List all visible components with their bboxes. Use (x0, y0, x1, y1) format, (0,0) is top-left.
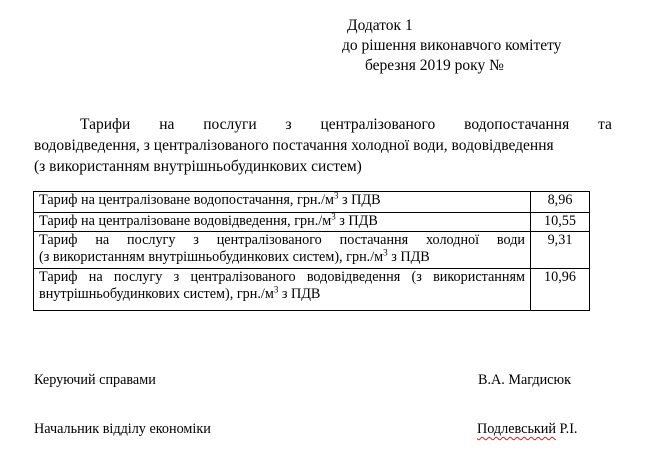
signature-position-1: Керуючий справами (34, 372, 156, 388)
tariff-value: 9,31 (531, 232, 590, 269)
tariff-label: Тариф на централізоване водовідведення, $грн./м^3$ з ПДВ (34, 213, 531, 232)
tariff-value: 10,55 (531, 213, 590, 232)
title-word: водопостачання (464, 116, 570, 133)
signature-position-2: Начальник відділу економіки (34, 421, 211, 437)
appendix-date: березня 2019 року № (365, 57, 504, 74)
title-word: та (598, 116, 612, 133)
title-word: з (285, 116, 292, 133)
table-row (34, 269, 590, 311)
title-word: Тарифи (80, 116, 131, 133)
table-row (34, 192, 590, 213)
table-row (34, 213, 590, 232)
spellcheck-underlined-word[interactable]: Подлевський (477, 421, 556, 437)
appendix-decision-ref: до рішення виконавчого комітету (342, 37, 562, 54)
title-word: на (159, 116, 175, 133)
appendix-number: Додаток 1 (347, 17, 413, 34)
title-line-2: водовідведення, з централізованого постачання холодної води, водовідведення (34, 137, 554, 154)
tariff-label: Тариф на послугу з централізованого постачання холодної води (з використанням внутрішньобудинкових систем), $грн./м^3$ з ПДВ (34, 232, 531, 269)
title-line-3: (з використанням внутрішньобудинкових систем) (34, 158, 362, 175)
table-row (34, 232, 590, 269)
tariff-label: Тариф на централізоване водопостачання, $грн./м^3$ з ПДВ (34, 192, 531, 213)
signature-name-2: Подлевський Р.І. (477, 421, 578, 437)
tariffs-table (33, 191, 590, 311)
tariff-value: 8,96 (531, 192, 590, 213)
tariff-label: Тариф на послугу з централізованого водовідведення (з використанням внутрішньобудинкових систем), $грн./м^3$ з ПДВ (34, 269, 531, 311)
title-word: централізованого (320, 116, 436, 133)
title-word: послуги (203, 116, 257, 133)
tariff-value: 10,96 (531, 269, 590, 311)
signature-name-1: В.А. Магдисюк (478, 372, 571, 388)
title-line-1 (34, 114, 612, 135)
